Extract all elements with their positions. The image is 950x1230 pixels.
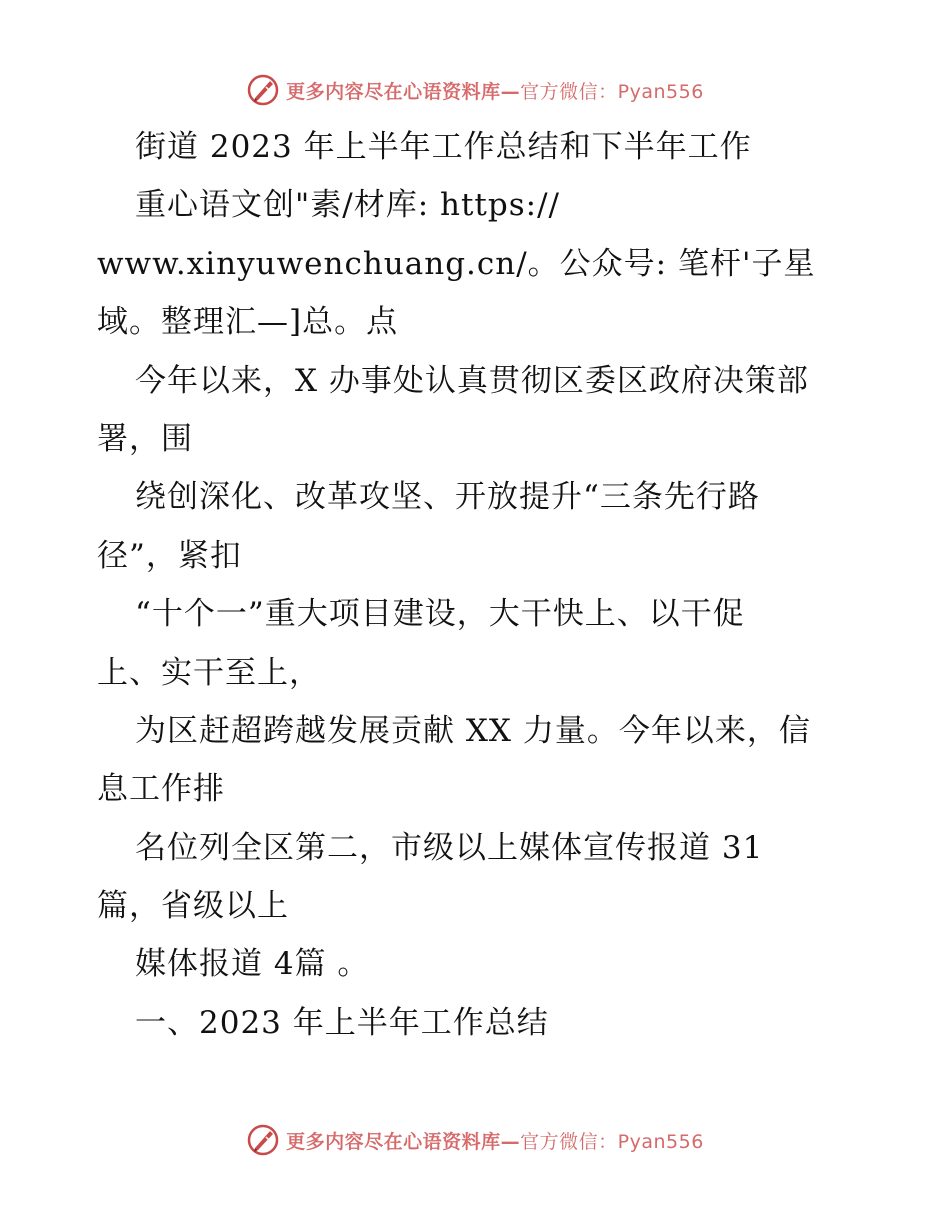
banner-wechat: 官方微信：Pyan556	[520, 80, 704, 103]
text-line: 名位列全区第二，市级以上媒体宣传报道 31	[135, 829, 764, 866]
text-line: 篇，省级以上	[97, 888, 289, 925]
text-line: 重心语文创"素/材库: https://	[135, 187, 560, 224]
section-heading: 一、2023 年上半年工作总结	[135, 1004, 549, 1041]
text-line: 径”，紧扣	[97, 537, 242, 574]
text-line: 息工作排	[97, 771, 225, 808]
banner-text	[286, 1127, 704, 1154]
document-body	[97, 118, 857, 1052]
header-banner	[0, 68, 950, 112]
text-line: 为区赶超跨越发展贡献 XX 力量。今年以来，信	[135, 712, 811, 749]
text-line: “十个一”重大项目建设，大干快上、以干促	[135, 596, 745, 633]
banner-wechat: 官方微信：Pyan556	[520, 1130, 704, 1153]
quill-pen-seal-icon	[246, 1123, 280, 1157]
text-line: www.xinyuwenchuang.cn/。公众号: 笔杆'子星	[97, 245, 816, 282]
text-line: 上、实干至上，	[97, 654, 321, 691]
text-line: 署，围	[97, 420, 193, 457]
banner-text	[286, 77, 704, 104]
text-line: 域。整理汇—]总。点	[97, 304, 399, 341]
text-line: 街道 2023 年上半年工作总结和下半年工作	[135, 129, 752, 165]
footer-banner	[0, 1118, 950, 1162]
text-line: 今年以来，X 办事处认真贯彻区委区政府决策部	[135, 362, 809, 399]
banner-site-name: 更多内容尽在心语资料库—	[286, 80, 521, 103]
text-line: 绕创深化、改革攻坚、开放提升“三条先行路	[135, 479, 760, 516]
banner-site-name: 更多内容尽在心语资料库—	[286, 1130, 521, 1153]
quill-pen-seal-icon	[246, 73, 280, 107]
text-line: 媒体报道 4篇 。	[135, 946, 370, 983]
